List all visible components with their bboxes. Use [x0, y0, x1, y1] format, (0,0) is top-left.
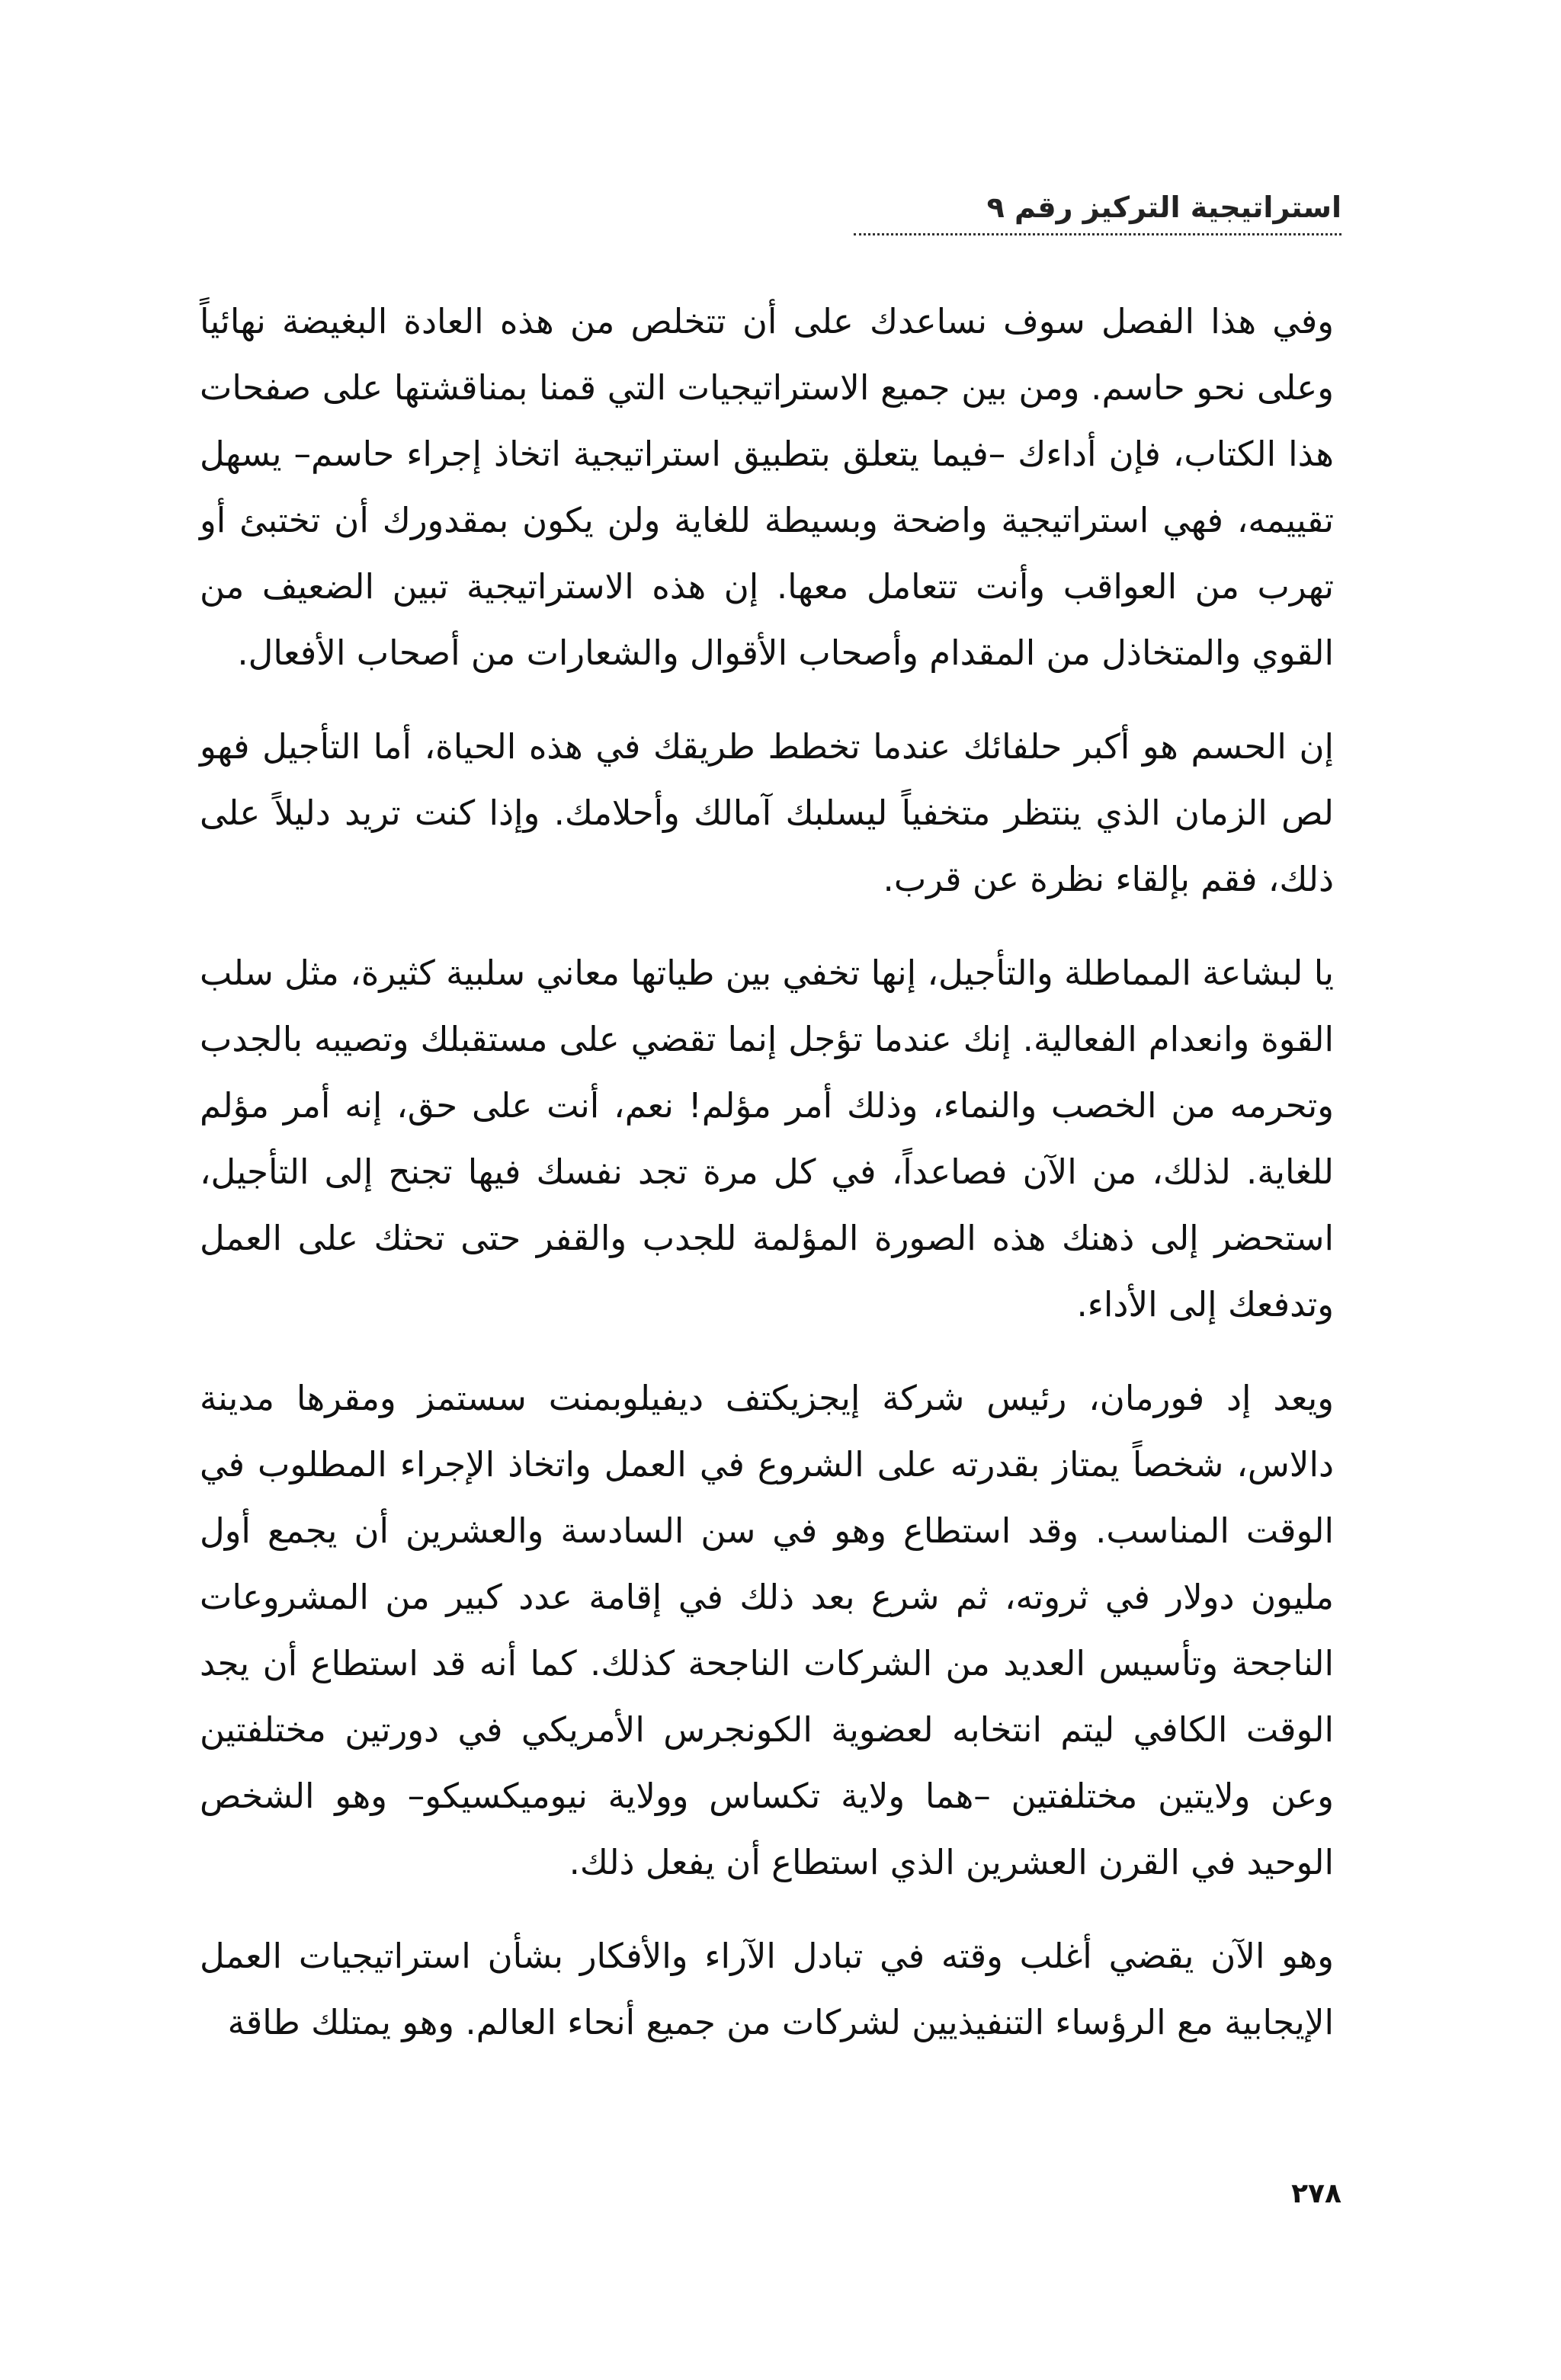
paragraph-1: وفي هذا الفصل سوف نساعدك على أن تتخلص من هذه العادة البغيضة نهائياً وعلى نحو حاسم. ومن بين جميع الاستراتيجيات التي قمنا بمناقشتها على صفحات هذا الكتاب، فإن أداءك –فيما يتعلق بتطبيق استراتيجية اتخاذ إجراء حاسم– يسهل تقييمه، فهي استراتيجية واضحة وبسيطة للغاية ولن يكون بمقدورك أن تختبئ أو تهرب من العواقب وأنت تتعامل معها. إن هذه الاستراتيجية تبين الضعيف من القوي والمتخاذل من المقدام وأصحاب الأقوال والشعارات من أصحاب الأفعال. — [200, 301, 1334, 673]
body-text — [200, 288, 1334, 2083]
running-header-rule — [854, 233, 1341, 235]
paragraph-4: ويعد إد فورمان، رئيس شركة إيجزيكتف ديفيلوبمنت سستمز ومقرها مدينة دالاس، شخصاً يمتاز بقدرته على الشروع في العمل واتخاذ الإجراء المطلوب في الوقت المناسب. وقد استطاع وهو في سن السادسة والعشرين أن يجمع أول مليون دولار في ثروته، ثم شرع بعد ذلك في إقامة عدد كبير من المشروعات الناجحة وتأسيس العديد من الشركات الناجحة كذلك. كما أنه قد استطاع أن يجد الوقت الكافي ليتم انتخابه لعضوية الكونجرس الأمريكي في دورتين مختلفتين وعن ولايتين مختلفتين –هما ولاية تكساس وولاية نيوميكسيكو– وهو الشخص الوحيد في القرن العشرين الذي استطاع أن يفعل ذلك. — [200, 1378, 1334, 1882]
paragraph-3: يا لبشاعة المماطلة والتأجيل، إنها تخفي بين طياتها معاني سلبية كثيرة، مثل سلب القوة وانعدام الفعالية. إنك عندما تؤجل إنما تقضي على مستقبلك وتصيبه بالجدب وتحرمه من الخصب والنماء، وذلك أمر مؤلم! نعم، أنت على حق، إنه أمر مؤلم للغاية. لذلك، من الآن فصاعداً، في كل مرة تجد نفسك فيها تجنح إلى التأجيل، استحضر إلى ذهنك هذه الصورة المؤلمة للجدب والقفر حتى تحثك على العمل وتدفعك إلى الأداء. — [200, 953, 1334, 1325]
paragraph-2: إن الحسم هو أكبر حلفائك عندما تخطط طريقك في هذه الحياة، أما التأجيل فهو لص الزمان الذي ينتظر متخفياً ليسلبك آمالك وأحلامك. وإذا كنت تريد دليلاً على ذلك، فقم بإلقاء نظرة عن قرب. — [200, 726, 1334, 899]
running-header-title: استراتيجية التركيز رقم ٩ — [986, 191, 1341, 224]
paragraph-5: وهو الآن يقضي أغلب وقته في تبادل الآراء والأفكار بشأن استراتيجيات العمل الإيجابية مع الرؤساء التنفيذيين لشركات من جميع أنحاء العالم. وهو يمتلك طاقة — [200, 1936, 1334, 2042]
page-number: ٢٧٨ — [1291, 2178, 1341, 2209]
running-header — [823, 186, 1341, 239]
